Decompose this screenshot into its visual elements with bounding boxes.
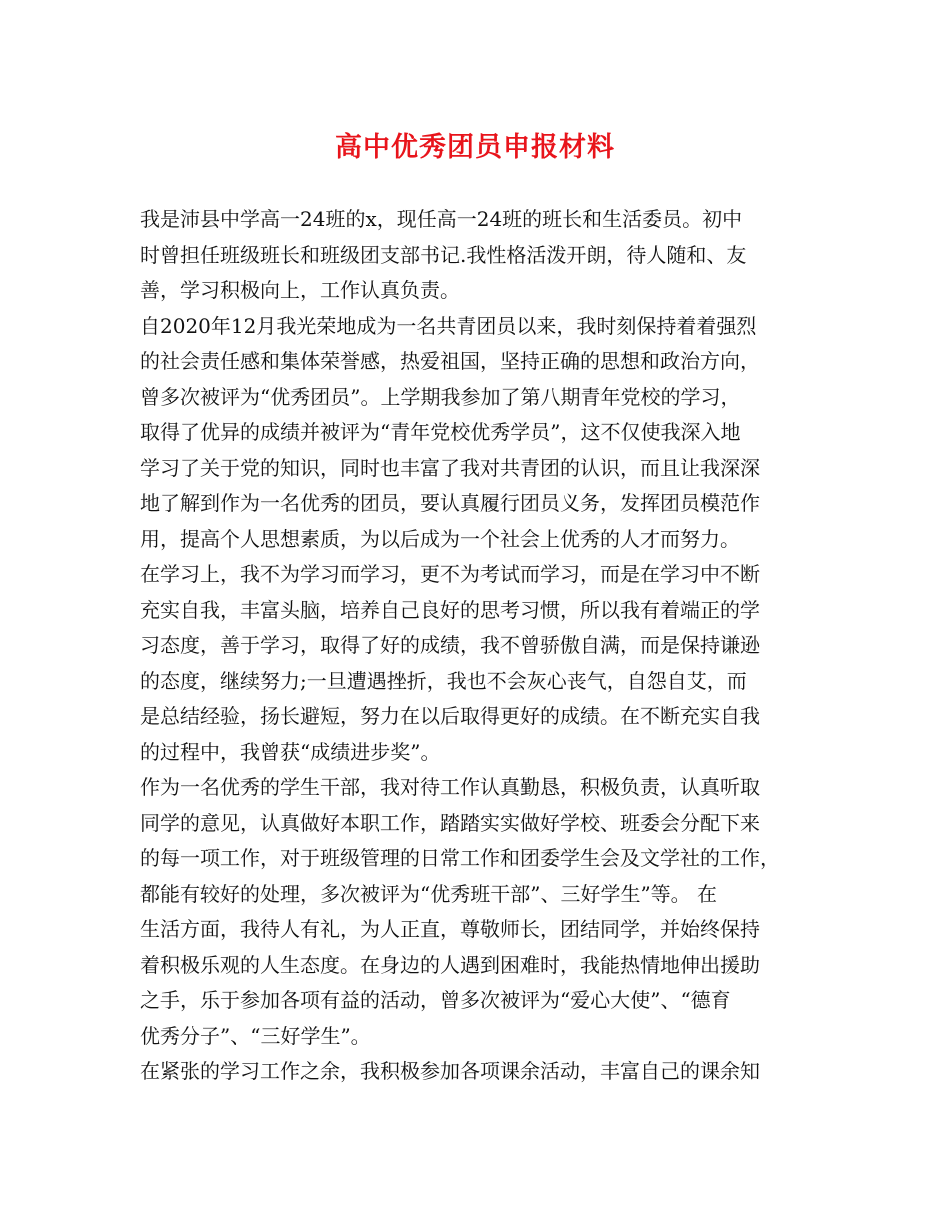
text-line: 是总结经验，扬长避短，努力在以后取得更好的成绩。在不断充实自我 [140, 704, 760, 728]
text-line: 曾多次被评为“优秀团员”。上学期我参加了第八期青年党校的学习， [140, 384, 741, 409]
text-line: 充实自我，丰富头脑，培养自己良好的思考习惯，所以我有着端正的学 [140, 597, 760, 622]
text-line: 同学的意见，认真做好本职工作，踏踏实实做好学校、班委会分配下来 [140, 810, 760, 835]
text-line: 取得了优异的成绩并被评为“青年党校优秀学员”，这不仅使我深入地 [140, 420, 741, 444]
document-title: 高中优秀团员申报材料 [335, 132, 615, 163]
text-line: 善，学习积极向上，工作认真负责。 [140, 278, 460, 302]
text-line: 的社会责任感和集体荣誉感，热爱祖国，坚持正确的思想和政治方向， [140, 349, 760, 373]
text-line: 的态度，继续努力;一旦遭遇挫折，我也不会灰心丧气，自怨自艾，而 [140, 668, 747, 693]
text-line: 优秀分子”、“三好学生”。 [140, 1023, 371, 1048]
text-line: 都能有较好的处理，多次被评为“优秀班干部”、三好学生”等。 在 [140, 881, 718, 906]
text-line: 习态度，善于学习，取得了好的成绩，我不曾骄傲自满，而是保持谦逊 [140, 633, 760, 657]
text-line: 生活方面，我待人有礼，为人正直，尊敬师长，团结同学，并始终保持 [140, 917, 760, 941]
text-line: 用，提高个人思想素质，为以后成为一个社会上优秀的人才而努力。 [140, 526, 740, 551]
text-line: 的每一项工作，对于班级管理的日常工作和团委学生会及文学社的工作， [140, 846, 780, 870]
text-line: 地了解到作为一名优秀的团员，要认真履行团员义务，发挥团员模范作 [140, 491, 760, 515]
text-line: 自2020年12月我光荣地成为一名共青团员以来，我时刻保持着着强烈 [140, 313, 757, 338]
text-line: 我是沛县中学高一24班的x，现任高一24班的班长和生活委员。初中 [140, 207, 743, 231]
text-line: 学习了关于党的知识，同时也丰富了我对共青团的认识，而且让我深深 [140, 455, 760, 480]
text-line: 时曾担任班级班长和班级团支部书记.我性格活泼开朗，待人随和、友 [140, 242, 747, 267]
text-line: 着积极乐观的人生态度。在身边的人遇到困难时，我能热情地伸出援助 [140, 952, 760, 977]
document-body [140, 202, 830, 1090]
text-line: 在紧张的学习工作之余，我积极参加各项课余活动，丰富自己的课余知 [140, 1059, 760, 1083]
text-line: 的过程中，我曾获“成绩进步奖”。 [140, 739, 441, 764]
text-line: 作为一名优秀的学生干部，我对待工作认真勤恳，积极负责，认真听取 [140, 775, 760, 799]
text-line: 之手，乐于参加各项有益的活动，曾多次被评为“爱心大使”、“德育 [140, 988, 731, 1012]
text-line: 在学习上，我不为学习而学习，更不为考试而学习，而是在学习中不断 [140, 562, 760, 586]
